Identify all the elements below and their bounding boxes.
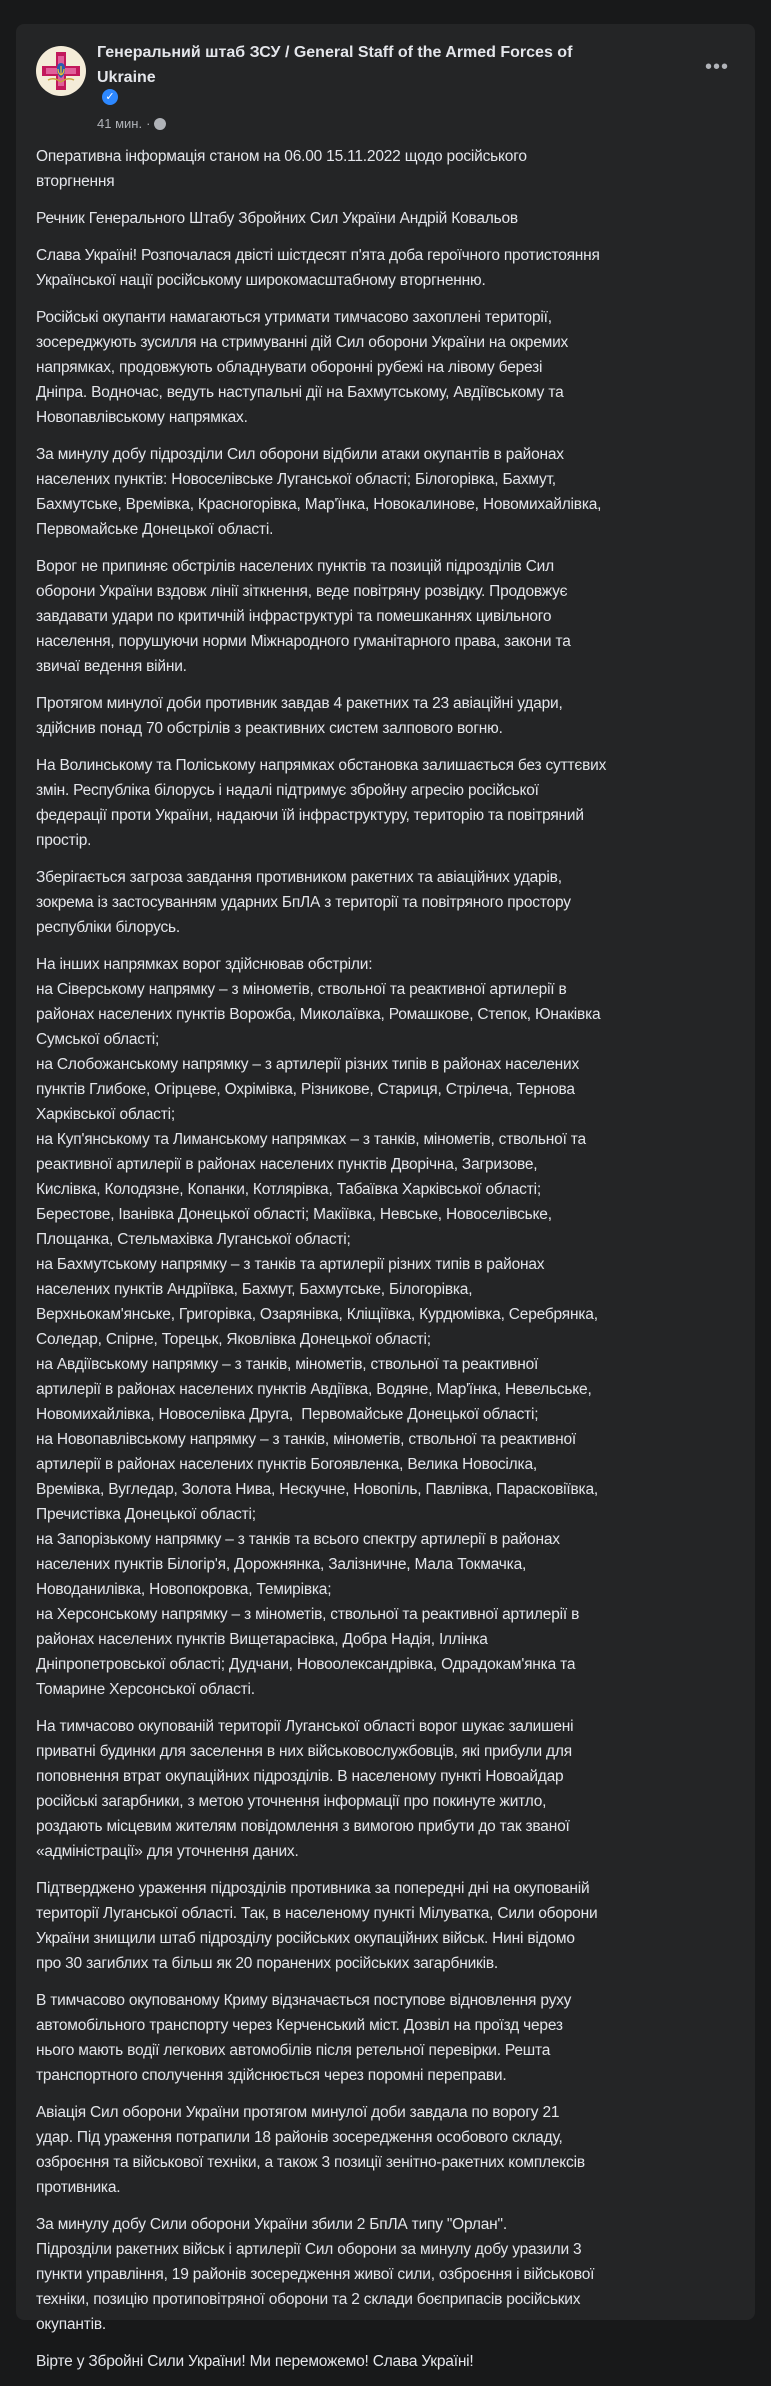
post-paragraph: Ворог не припиняє обстрілів населених пунктів та позицій підрозділів Сил оборони України вздовж лінії зіткнення, веде повітряну розвідку. Продовжує завдавати удари по критичній інфраструктурі та помешканнях цивільного населення, порушуючи норми Міжнародного гуманітарного права, закони та звичаї ведення війни. (36, 558, 571, 675)
post-paragraph: Російські окупанти намагаються утримати тимчасово захоплені території, зосереджують зусилля на стримуванні дій Сил оборони України на окремих напрямках, продовжують обладнувати оборонні рубежі на лівому березі Дніпра. Водночас, ведуть наступальні дії на Бахмутському, Авдіївському та Новопавлівському напрямках. (36, 309, 569, 426)
post-paragraph: В тимчасово окупованому Криму відзначається поступове відновлення руху автомобільного транспорту через Керченський міст. Дозвіл на проїзд через нього мають водії легкових автомобілів після ретельної перевірки. Решта транспортного сполучення здійснюється через поромні переправи. (36, 1992, 572, 2084)
author-name[interactable]: Генеральний штаб ЗСУ / General Staff of the Armed Forces of Ukraine (97, 44, 573, 86)
post-paragraph: Підтверджено ураження підрозділів противника за попередні дні на окупованій території Луганської області. Так, в населеному пункті Мілуватка, Сили оборони України знищили штаб підрозділу російських окупаційних військ. Нині відомо про 30 загиблих та більш як 20 поранених російських загарбників. (36, 1880, 598, 1972)
post-paragraph: Зберігається загроза завдання противником ракетних та авіаційних ударів, зокрема із застосуванням ударних БпЛА з території та повітряного простору республіки білорусь. (36, 869, 571, 936)
post-paragraph: За минулу добу Сили оборони України збили 2 БпЛА типу "Орлан". Підрозділи ракетних військ і артилерії Сил оборони за минулу добу уразили 3 пункти управління, 19 районів зосередження живої сили, озброєння і військової техніки, позицію протиповітряної оборони та 2 склади боєприпасів російських окупантів. (36, 2216, 595, 2333)
avatar[interactable] (36, 46, 86, 96)
post-paragraph: Авіація Сил оборони України протягом минулої доби завдала по ворогу 21 удар. Під ураження потрапили 18 районів зосередження особового складу, озброєння та військової техніки, а також 3 позиції зенітно-ракетних комплексів противника. (36, 2104, 585, 2196)
post-meta (97, 116, 166, 131)
post-paragraph: Слава Україні! Розпочалася двісті шістдесят п'ята доба героїчного протистояння Української нації російському широкомасштабному вторгненню. (36, 247, 600, 289)
post-paragraph: На Волинському та Поліському напрямках обстановка залишається без суттєвих змін. Республіка білорусь і надалі підтримує збройну агресію російської федерації проти України, надаючи їй інфраструктуру, територію та повітряний простір. (36, 757, 607, 849)
post-paragraph: На інших напрямках ворог здійснював обстріли: на Сіверському напрямку – з мінометів, ствольної та реактивної артилерії в районах населених пунктів Ворожба, Миколаївка, Ромашкове, Степок, Юнаківка Сумської області; на Слобожанському напрямку – з артилерії різних типів в районах населених пунктів Глибоке, Огірцеве, Охрімівка, Різникове, Стариця, Стрілеча, Тернова Харківської області; на Куп'янському та Лиманському напрямках – з танків, мінометів, ствольної та реактивної артилерії в районах населених пунктів Дворічна, Загризове, Кислівка, Колодязне, Копанки, Котлярівка, Табаївка Харківської області; Берестове, Іванівка Донецької області; Макіївка, Невське, Новоселівське, Площанка, Стельмахівка Луганської області; на Бахмутському напрямку – з танків та артилерії різних типів в районах населених пунктів Андріївка, Бахмут, Бахмутське, Білогорівка, Верхньокам'янське, Григорівка, Озарянівка, Кліщіївка, Курдюмівка, Серебрянка, Соледар, Спірне, Торецьк, Яковлівка Донецької області; на Авдіївському напрямку – з танків, мінометів, ствольної та реактивної артилерії в районах населених пунктів Авдіївка, Водяне, Мар'їнка, Невельське, Новомихайлівка, Новоселівка Друга, Первомайське Донецької області; на Новопавлівському напрямку – з танків, мінометів, ствольної та реактивної артилерії в районах населених пунктів Богоявленка, Велика Новосілка, Времівка, Вугледар, Золота Нива, Нескучне, Новопіль, Павлівка, Парасковіївка, Пречистівка Донецької області; на Запорізькому напрямку – з танків та всього спектру артилерії в районах населених пунктів Білогір'я, Дорожнянка, Залізничне, Мала Токмачка, Новоданилівка, Новопокровка, Темирівка; на Херсонському напрямку – з мінометів, ствольної та реактивної артилерії в районах населених пунктів Вищетарасівка, Добра Надія, Іллінка Дніпропетровської області; Дудчани, Новоолександрівка, Одрадокам'янка та Томарине Херсонської області. (36, 956, 601, 1698)
post-time[interactable]: 41 мин. (97, 116, 143, 131)
post-paragraph: На тимчасово окупованій території Луганської області ворог шукає залишені приватні будинки для заселення в них військовослужбовців, які прибули для поповнення втрат окупаційних підрозділів. В населеному пункті Новоайдар російські загарбники, з метою уточнення інформації про покинуте житло, роздають місцевим жителям повідомлення з вимогою прибути до так званої «адміністрації» для уточнення даних. (36, 1718, 574, 1860)
post-paragraph: Речник Генерального Штабу Збройних Сил України Андрій Ковальов (36, 210, 518, 227)
meta-separator: · (146, 116, 151, 131)
post-paragraph: Протягом минулої доби противник завдав 4 ракетних та 23 авіаційні удари, здійснив понад 70 обстрілів з реактивних систем залпового вогню. (36, 695, 563, 737)
verified-badge-icon: ✓ (102, 89, 118, 105)
globe-icon (154, 118, 166, 130)
more-options-button[interactable]: ••• (704, 56, 729, 78)
post-paragraph: Оперативна інформація станом на 06.00 15.11.2022 щодо російського вторгнення (36, 148, 527, 190)
post-card (16, 24, 755, 2370)
general-staff-emblem-icon (36, 46, 86, 96)
post-paragraph: За минулу добу підрозділи Сил оборони відбили атаки окупантів в районах населених пунктів: Новоселівське Луганської області; Білогорівка, Бахмут, Бахмутське, Времівка, Красногорівка, Мар'їнка, Новокалинове, Новомихайлівка, Первомайське Донецької області. (36, 446, 602, 538)
post-paragraph: Вірте у Збройні Сили України! Ми переможемо! Слава Україні! (36, 2353, 474, 2370)
post-body (36, 144, 746, 2386)
